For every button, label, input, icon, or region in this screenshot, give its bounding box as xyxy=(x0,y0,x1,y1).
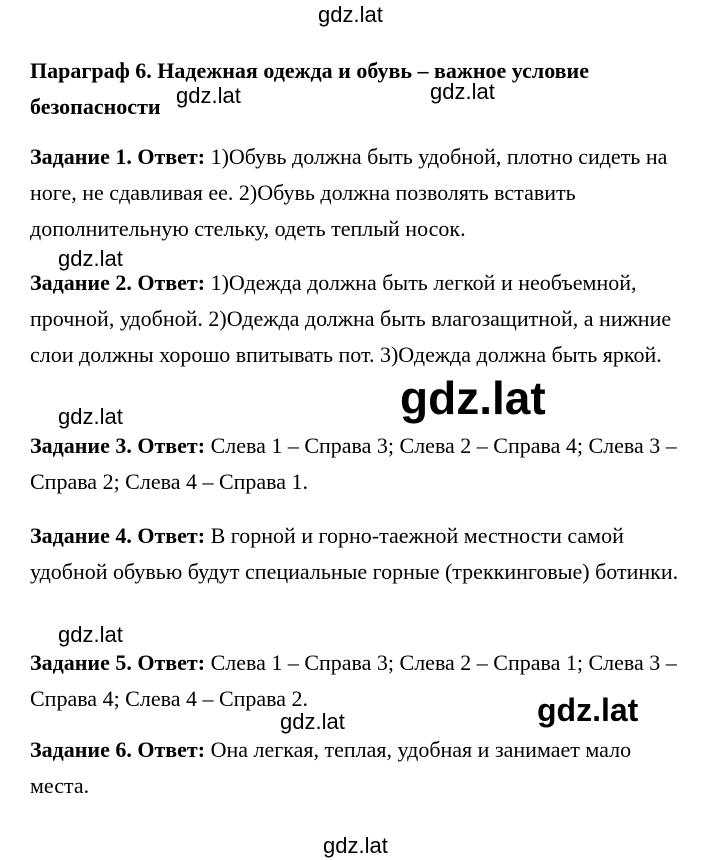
task-3 xyxy=(30,428,690,500)
watermark-medium: gdz.lat xyxy=(537,692,639,728)
watermark: gdz.lat xyxy=(58,404,123,429)
task-2 xyxy=(30,265,690,373)
task-1-answer: 1)Обувь должна быть удобной, плотно сидеть на ноге, не сдавливая ее. 2)Обувь должна позволять вставить дополнительную стельку, одеть теплый носок. xyxy=(30,144,668,241)
task-4-answer: В горной и горно-таежной местности самой удобной обувью будут специальные горные (треккинговые) ботинки. xyxy=(30,523,679,584)
task-3-label: Задание 3. Ответ: xyxy=(30,433,206,458)
task-5-label: Задание 5. Ответ: xyxy=(30,650,206,675)
watermark: gdz.lat xyxy=(280,709,345,734)
watermark: gdz.lat xyxy=(58,246,123,271)
task-6-answer: Она легкая, теплая, удобная и занимает мало места. xyxy=(30,737,632,798)
task-5-answer: Слева 1 – Справа 3; Слева 2 – Справа 1; Слева 3 – Справа 4; Слева 4 – Справа 2. xyxy=(30,650,677,711)
task-6 xyxy=(30,732,690,804)
page-title: Параграф 6. Надежная одежда и обувь – важное условие безопасности xyxy=(30,58,590,119)
task-1-label: Задание 1. Ответ: xyxy=(30,144,206,169)
watermark: gdz.lat xyxy=(430,79,495,104)
task-4 xyxy=(30,518,690,590)
task-1 xyxy=(30,139,690,247)
task-4-label: Задание 4. Ответ: xyxy=(30,523,206,548)
task-3-answer: Слева 1 – Справа 3; Слева 2 – Справа 4; Слева 3 – Справа 2; Слева 4 – Справа 1. xyxy=(30,433,677,494)
watermark: gdz.lat xyxy=(323,833,388,858)
task-2-label: Задание 2. Ответ: xyxy=(30,270,206,295)
watermark: gdz.lat xyxy=(176,83,241,108)
watermark: gdz.lat xyxy=(58,622,123,647)
task-2-answer: 1)Одежда должна быть легкой и необъемной, прочной, удобной. 2)Одежда должна быть влагозащитной, а нижние слои должны хорошо впитывать пот. 3)Одежда должна быть яркой. xyxy=(30,270,672,367)
watermark: gdz.lat xyxy=(318,2,383,27)
watermark-large: gdz.lat xyxy=(400,372,546,424)
task-6-label: Задание 6. Ответ: xyxy=(30,737,206,762)
